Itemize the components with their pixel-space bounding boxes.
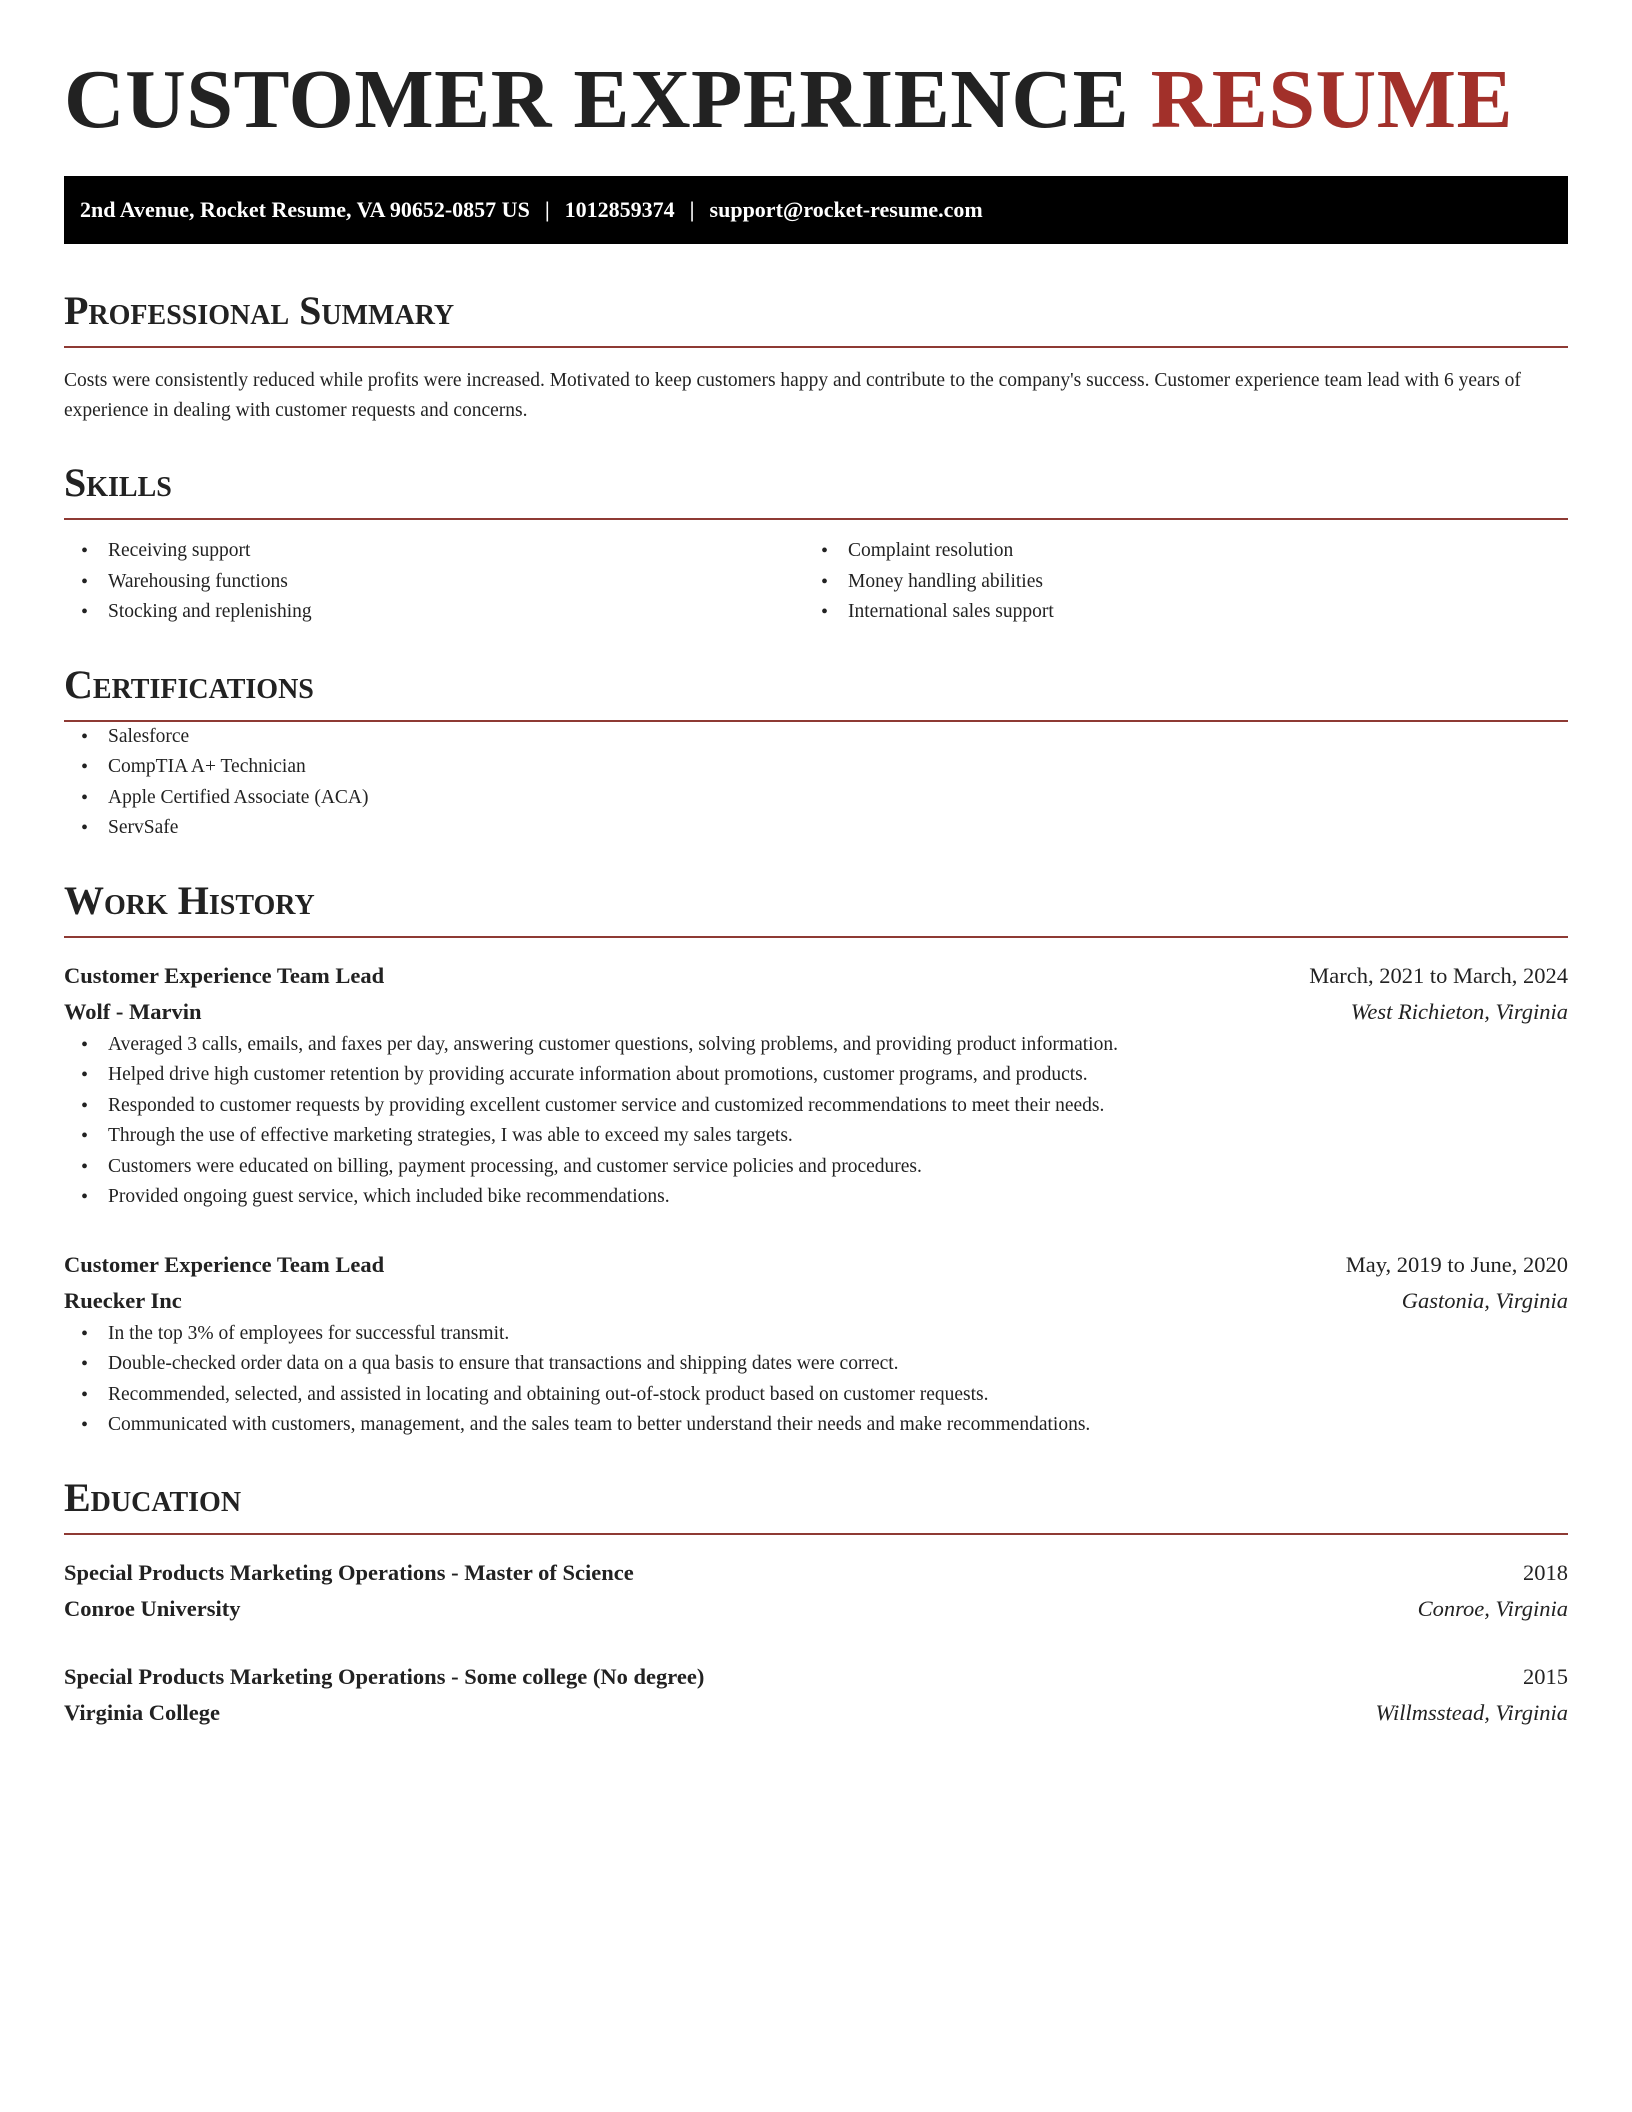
contact-address: 2nd Avenue, Rocket Resume, VA 90652-0857 US — [80, 197, 530, 222]
certification-item: • Salesforce — [64, 722, 1568, 753]
education-degree-row — [64, 1555, 1568, 1591]
job-bullet: • Helped drive high customer retention by providing accurate information about promotions, customer programs, and products. — [64, 1060, 1568, 1091]
job-company: Ruecker Inc — [64, 1287, 182, 1313]
skill-item: • Receiving support — [64, 536, 804, 567]
certification-item: • CompTIA A+ Technician — [64, 752, 1568, 783]
job-bullet: • Responded to customer requests by providing excellent customer service and customized recommendations to meet their needs. — [64, 1091, 1568, 1122]
education-degree: Special Products Marketing Operations - Some college (No degree) — [64, 1663, 705, 1689]
job-bullets — [64, 1319, 1568, 1441]
job-bullet: • Communicated with customers, management, and the sales team to better understand their needs and make recommendations. — [64, 1410, 1568, 1441]
education-location: Willmsstead, Virginia — [1375, 1699, 1568, 1725]
contact-bar — [64, 176, 1568, 244]
skill-item: • Money handling abilities — [804, 567, 1544, 598]
education-heading: Education — [64, 1475, 1568, 1535]
skills-grid — [64, 536, 1568, 628]
education-degree: Special Products Marketing Operations - Master of Science — [64, 1559, 634, 1585]
education-degree-row — [64, 1659, 1568, 1695]
job-entry — [64, 958, 1568, 1213]
skills-list-left — [64, 536, 804, 628]
job-title: Customer Experience Team Lead — [64, 1251, 385, 1277]
job-bullet: • Double-checked order data on a qua basis to ensure that transactions and shipping dates were correct. — [64, 1349, 1568, 1380]
contact-separator: | — [544, 197, 550, 222]
resume-page — [64, 0, 1568, 1731]
job-bullet: • Averaged 3 calls, emails, and faxes per day, answering customer questions, solving problems, and providing product information. — [64, 1030, 1568, 1061]
skill-item: • Warehousing functions — [64, 567, 804, 598]
job-location: Gastonia, Virginia — [1401, 1287, 1568, 1313]
contact-separator: | — [689, 197, 695, 222]
job-title: Customer Experience Team Lead — [64, 962, 385, 988]
work-history-heading: Work History — [64, 878, 1568, 938]
resume-title — [64, 0, 1568, 146]
job-bullets — [64, 1030, 1568, 1213]
education-school-row — [64, 1695, 1568, 1731]
job-company-row — [64, 1283, 1568, 1319]
job-company: Wolf - Marvin — [64, 998, 202, 1024]
job-entry — [64, 1247, 1568, 1441]
education-school: Conroe University — [64, 1595, 241, 1621]
education-school-row — [64, 1591, 1568, 1627]
title-accent: RESUME — [1150, 53, 1514, 146]
contact-phone: 1012859374 — [564, 197, 675, 222]
education-school: Virginia College — [64, 1699, 221, 1725]
skills-list-right — [804, 536, 1544, 628]
job-dates: May, 2019 to June, 2020 — [1345, 1251, 1568, 1277]
job-company-row — [64, 994, 1568, 1030]
education-year: 2018 — [1523, 1559, 1568, 1585]
certification-item: • Apple Certified Associate (ACA) — [64, 783, 1568, 814]
certification-item: • ServSafe — [64, 813, 1568, 844]
education-location: Conroe, Virginia — [1417, 1595, 1568, 1621]
job-bullet: • Customers were educated on billing, payment processing, and customer service policies and procedures. — [64, 1152, 1568, 1183]
skill-item: • International sales support — [804, 597, 1544, 628]
job-title-row — [64, 958, 1568, 994]
job-dates: March, 2021 to March, 2024 — [1309, 962, 1568, 988]
education-entry — [64, 1555, 1568, 1627]
skill-item: • Stocking and replenishing — [64, 597, 804, 628]
certifications-heading: Certifications — [64, 662, 1568, 722]
job-bullet: • Recommended, selected, and assisted in locating and obtaining out-of-stock product based on customer requests. — [64, 1380, 1568, 1411]
skill-item: • Complaint resolution — [804, 536, 1544, 567]
job-title-row — [64, 1247, 1568, 1283]
job-bullet: • Provided ongoing guest service, which included bike recommendations. — [64, 1182, 1568, 1213]
job-bullet: • Through the use of effective marketing strategies, I was able to exceed my sales targets. — [64, 1121, 1568, 1152]
title-main: CUSTOMER EXPERIENCE — [64, 53, 1130, 146]
job-bullet: • In the top 3% of employees for successful transmit. — [64, 1319, 1568, 1350]
certifications-list — [64, 722, 1568, 844]
education-year: 2015 — [1523, 1663, 1568, 1689]
summary-text: Costs were consistently reduced while profits were increased. Motivated to keep customers happy and contribute to the company's success. Customer experience team lead with 6 years of experience in dealing with customer requests and concerns. — [64, 370, 1521, 421]
job-location: West Richieton, Virginia — [1350, 998, 1568, 1024]
summary-heading: Professional Summary — [64, 288, 1568, 348]
contact-email: support@rocket-resume.com — [709, 197, 983, 222]
education-entry — [64, 1659, 1568, 1731]
skills-heading: Skills — [64, 460, 1568, 520]
